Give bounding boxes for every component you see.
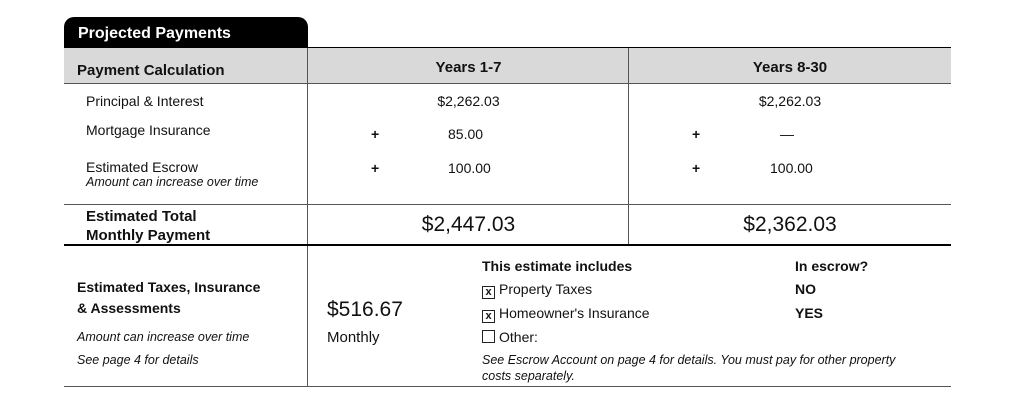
- header-top-rule: [64, 47, 951, 48]
- other-item: [482, 329, 538, 345]
- taxes-label-line2: & Assessments: [77, 300, 181, 316]
- principal-interest-label: Principal & Interest: [86, 93, 204, 109]
- mi-plus-col1: +: [371, 126, 380, 142]
- col1-header: Years 1-7: [435, 59, 502, 76]
- total-label-line1: Estimated Total: [86, 208, 197, 225]
- homeowners-insurance-item: [482, 305, 650, 323]
- property-taxes-item: [482, 281, 592, 299]
- escrow-plus-col2: +: [692, 160, 701, 176]
- mortgage-insurance-col1: 85.00: [448, 126, 484, 142]
- mi-plus-col2: +: [692, 126, 701, 142]
- taxes-note-increase: Amount can increase over time: [77, 330, 250, 344]
- homeowners-insurance-label: Homeowner's Insurance: [499, 305, 650, 321]
- total-label-line2: Monthly Payment: [86, 227, 211, 244]
- taxes-amount: $516.67: [327, 298, 403, 321]
- property-taxes-checkbox: x: [482, 286, 495, 299]
- taxes-period: Monthly: [327, 329, 380, 346]
- other-label: Other:: [499, 329, 538, 345]
- estimated-escrow-label: Estimated Escrow: [86, 159, 199, 175]
- taxes-note-see-page: See page 4 for details: [77, 353, 199, 367]
- property-taxes-label: Property Taxes: [499, 281, 593, 297]
- estimated-escrow-col1: 100.00: [448, 160, 491, 176]
- mortgage-insurance-col2: —: [780, 126, 794, 142]
- includes-header: This estimate includes: [482, 258, 633, 274]
- taxes-label-line1: Estimated Taxes, Insurance: [77, 279, 261, 295]
- principal-interest-col2: $2,262.03: [758, 93, 822, 109]
- other-checkbox: [482, 330, 495, 343]
- estimated-escrow-note: Amount can increase over time: [86, 175, 259, 189]
- taxes-column-divider: [307, 246, 308, 386]
- property-taxes-escrow: NO: [795, 281, 816, 297]
- estimated-escrow-col2: 100.00: [770, 160, 813, 176]
- col2-header: Years 8-30: [752, 59, 828, 76]
- escrow-plus-col1: +: [371, 160, 380, 176]
- total-col2: $2,362.03: [743, 213, 837, 236]
- total-col1: $2,447.03: [421, 213, 516, 236]
- homeowners-insurance-escrow: YES: [795, 305, 824, 321]
- escrow-footnote-line2: costs separately.: [482, 369, 575, 383]
- total-bottom-rule: [64, 244, 951, 246]
- homeowners-insurance-checkbox: x: [482, 310, 495, 323]
- header-bottom-rule: [64, 83, 951, 84]
- mortgage-insurance-label: Mortgage Insurance: [86, 122, 211, 138]
- bottom-rule: [64, 386, 951, 387]
- escrow-footnote-line1: See Escrow Account on page 4 for details. You must pay for other property: [482, 353, 896, 367]
- payment-calculation-header: Payment Calculation: [77, 62, 225, 79]
- in-escrow-header: In escrow?: [795, 258, 869, 274]
- principal-interest-col1: $2,262.03: [437, 93, 500, 109]
- total-top-rule: [64, 204, 951, 205]
- section-title: Projected Payments: [78, 25, 231, 42]
